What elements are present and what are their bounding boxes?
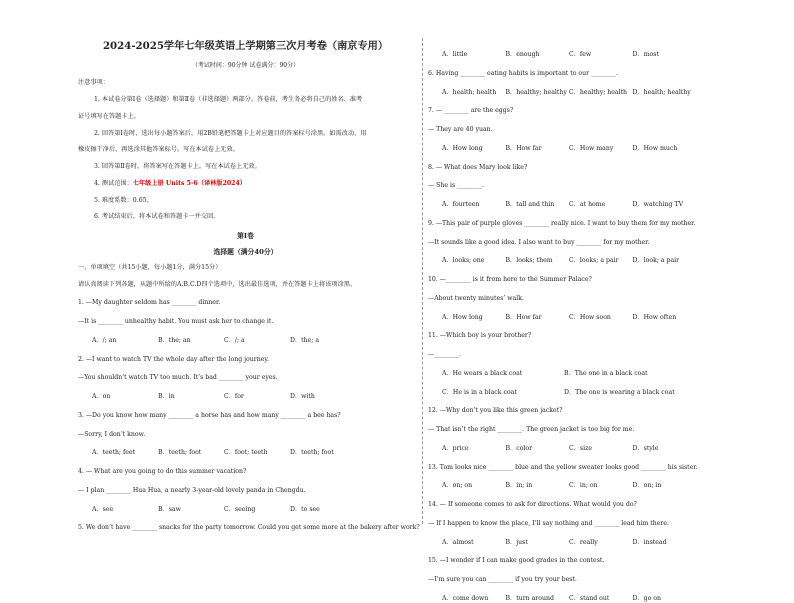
answer-option: D．How often: [632, 313, 677, 321]
test-scope: 七年级上册 Units 5-6（译林版2024）: [132, 179, 246, 187]
answer-option: D．instead: [632, 538, 667, 546]
question-line: 13. Tom looks nice ________ blue and the yellow sweater looks good ________ his sister.: [428, 463, 698, 471]
question-line: —I’m sure you can ________ if you try your best.: [428, 576, 577, 583]
section-subheading: 选择题（满分40分）: [213, 248, 278, 257]
answer-option: B．teeth; foot: [158, 449, 202, 457]
answer-option: D．style: [632, 444, 659, 452]
answer-option: D．look; a pair: [632, 257, 680, 265]
option-row: [428, 145, 696, 153]
question-line: 10. —________ is it from here to the Summer Palace?: [428, 276, 592, 283]
answer-option: B．enough: [505, 51, 540, 58]
question-line: 8. — What does Mary look like?: [428, 163, 528, 171]
question-line: 3. —Do you know how many ________ a horse has and how many ________ a bee has?: [78, 411, 341, 419]
note-1: 1. 本试卷分第Ⅰ卷（选择题）和第Ⅱ卷（非选择题）两部分。答卷前，考生务必将自己的姓名、准考: [94, 96, 363, 103]
option-row: [428, 257, 696, 265]
answer-option: B．in; in: [505, 482, 533, 490]
question-line: —You shouldn’t watch TV too much. It’s bad ________ your eyes.: [78, 374, 278, 382]
left-column: [78, 36, 420, 532]
column-divider: [422, 38, 423, 524]
right-questions: [428, 51, 696, 603]
answer-option: C．in; on: [569, 482, 598, 490]
answer-option: B．color: [505, 444, 533, 452]
answer-option: C．How many: [569, 144, 614, 152]
answer-option: D．go on: [632, 594, 662, 602]
part-heading: 一、单项填空（共15小题，每小题1分，满分15分）: [78, 263, 222, 271]
answer-option: C．really: [569, 538, 598, 546]
note-2: 2. 回答第Ⅰ卷时，选出每小题答案后，用2B铅笔把答题卡上对应题目的答案标号涂黑。如需改动，用: [94, 129, 367, 137]
question-line: 5. We don’t have ________ snacks for the party tomorrow. Could you get some more at the bakery after work?: [78, 524, 420, 532]
option-row: [428, 389, 696, 397]
answer-option: D．the; a: [290, 336, 320, 344]
option-row: [78, 506, 413, 514]
option-row: [428, 482, 696, 490]
option-row: [428, 51, 696, 59]
question-line: 7. — ________ are the eggs?: [428, 107, 514, 115]
answer-option: A．price: [442, 444, 469, 452]
option-row: [78, 337, 413, 345]
answer-option: C．seeing: [224, 505, 256, 513]
question-line: 14. — If someone comes to ask for directions. What would you do?: [428, 501, 637, 508]
answer-option: A．fourteen: [442, 201, 480, 208]
answer-option: A．How long: [442, 144, 483, 152]
question-line: 1. —My daughter seldom has ________ dinner.: [78, 299, 221, 307]
answer-option: A．almost: [442, 538, 474, 546]
answer-option: A．looks; one: [442, 257, 485, 265]
answer-option: D．on; in: [632, 482, 662, 490]
answer-option: A．on: [92, 393, 111, 401]
question-line: —About twenty minutes’ walk.: [428, 294, 524, 302]
answer-option: C．looks; a pair: [569, 257, 619, 265]
question-line: — I plan ________ Hua Hua, a nearly 3-year-old lovely panda in Chengdu.: [78, 486, 306, 494]
answer-option: A．health; health: [442, 88, 497, 96]
answer-option: B．healthy; healthy: [505, 88, 567, 96]
question-line: — They are 40 yuan.: [428, 126, 493, 133]
answer-option: D．with: [290, 393, 315, 401]
option-row: [428, 445, 696, 453]
answer-option: C．healthy; health: [569, 88, 628, 96]
answer-option: C．foot; teeth: [224, 449, 268, 457]
question-line: 12. —Why don’t you like this green jacket?: [428, 407, 563, 415]
answer-option: C．at home: [569, 201, 606, 208]
answer-option: B．How far: [505, 144, 542, 152]
option-row: [78, 449, 413, 457]
question-line: — She is ________.: [428, 182, 484, 190]
answer-option: A．He wears a black coat: [442, 369, 523, 377]
page-title: 2024-2025学年七年级英语上学期第三次月考卷（南京专用）: [102, 40, 389, 52]
answer-option: A．teeth; feet: [92, 449, 136, 457]
answer-option: D．watching TV: [632, 201, 684, 208]
part-instructions: 请认真阅读下列各题，从题中所给的A.B.C.D四个选项中，选出最佳选项，并在答题卡上将该项涂黑。: [78, 280, 357, 288]
question-line: 15. —I wonder if I can make good grades in the contest.: [428, 557, 605, 565]
answer-option: B．just: [505, 538, 528, 546]
answer-option: C．stand out: [569, 594, 610, 602]
answer-option: B．The one in a black coat: [564, 369, 648, 377]
answer-option: B．tall and thin: [505, 201, 555, 208]
question-line: 4. — What are you going to do this summer vacation?: [78, 468, 247, 476]
answer-option: C．for: [224, 393, 244, 401]
option-row: [428, 370, 696, 378]
answer-option: B．the; an: [158, 336, 191, 344]
answer-option: A．How long: [442, 313, 483, 321]
answer-option: A．come down: [442, 594, 489, 602]
note-6: 6. 考试结束后，将本试卷和答题卡一并交回。: [94, 213, 220, 221]
answer-option: A．see: [92, 505, 114, 513]
answer-option: B．in: [158, 393, 175, 401]
option-row: [428, 201, 696, 209]
answer-option: C．How soon: [569, 313, 611, 321]
question-line: 6. Having ________ eating habits is important to our ________.: [428, 69, 618, 77]
answer-option: B．turn around: [505, 594, 554, 602]
note-5: 5. 难度系数：0.65。: [94, 196, 153, 204]
option-row: [428, 539, 696, 547]
question-line: 11. —Which boy is your brother?: [428, 332, 532, 340]
question-line: —It is ________ unhealthy habit. You must ask her to change it.: [78, 318, 274, 326]
answer-option: C．size: [569, 444, 592, 452]
option-row: [78, 393, 413, 401]
answer-option: B．looks; them: [505, 257, 553, 265]
question-line: —________.: [428, 351, 461, 358]
question-line: — That isn’t the right ________. The green jacket is too big for me.: [428, 426, 635, 433]
note-3: 3. 回答第Ⅱ卷时，将答案写在答题卡上。写在本试卷上无效。: [94, 163, 261, 170]
note-4: 4. 测试范围：七年级上册 Units 5-6（译林版2024）: [94, 179, 246, 187]
question-line: — If I happen to know the place, I’ll say nothing and ________ lead him there.: [428, 519, 669, 527]
right-column: [428, 40, 696, 603]
section-heading: 第Ⅰ卷: [237, 232, 254, 240]
answer-option: B．saw: [158, 505, 181, 513]
answer-option: A．little: [442, 51, 468, 58]
note-2-cont: 橡皮擦干净后，再选涂其他答案标号。写在本试卷上无效。: [78, 146, 239, 154]
answer-option: B．How far: [505, 313, 542, 321]
answer-option: D．How much: [632, 144, 678, 152]
question-line: 9. —This pair of purple gloves ________ really nice. I want to buy them for my mother.: [428, 219, 696, 227]
answer-option: C．few: [569, 51, 592, 58]
question-line: 2. —I want to watch TV the whole day after the long journey.: [78, 355, 269, 363]
exam-info: （考试时间：90分钟 试卷满分：90分）: [191, 61, 300, 69]
question-line: —It sounds like a good idea. I also want to buy ________ for my mother.: [428, 238, 650, 246]
answer-option: A．on; on: [442, 482, 473, 490]
note-1-cont: 证号填写在答题卡上。: [78, 112, 140, 120]
option-row: [428, 595, 696, 603]
answer-option: C．/; a: [224, 336, 245, 344]
answer-option: C．He is in a black coat: [442, 388, 517, 396]
answer-option: D．health; healthy: [632, 88, 691, 96]
left-questions: [78, 299, 420, 532]
question-line: —Sorry, I don’t know.: [78, 430, 146, 438]
option-row: [428, 89, 696, 97]
answer-option: A．/; an: [92, 336, 117, 344]
option-row: [428, 314, 696, 322]
answer-option: D．to see: [290, 505, 320, 513]
answer-option: D．teeth; foot: [290, 449, 334, 457]
answer-option: D．most: [632, 51, 659, 58]
answer-option: D．The one is wearing a black coat: [564, 388, 675, 396]
notes-heading: 注意事项：: [78, 79, 109, 87]
